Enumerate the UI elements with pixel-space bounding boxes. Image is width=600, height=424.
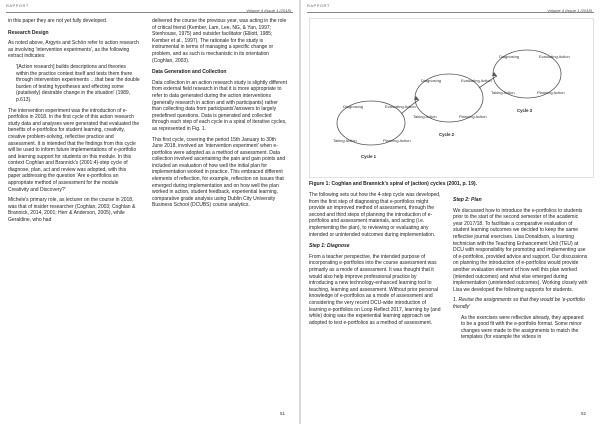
paragraph: As noted above, Argyris and Schön refer to action research as involving 'intervention experiments', as the following extract indicates: [8,40,139,60]
heading-research-design: Research Design [8,29,49,36]
left-column-1 [8,18,140,228]
paragraph: From a teacher perspective, the intended purpose of incorporating e-portfolios into the course assessment was primarily as a mode of assessment. It was thought that it would also help improve professional practice by introducing a new technology-enhanced learning tool to teaching, learning and assessment. Without prior personal knowledge of e-portfolios as a mode of assessment and considering the very recent DCU-wide introduction of learning e-portfolios on Loop Reflect 2017, learning by (and while) doing was the experiential learning approach we adopted to test e-portfolios as a method of assessment. [309,253,441,326]
paragraph: Data collection in an action research study is slightly different from external field research in that it is more appropriate to refer to data generated during the action interventions (generally research in action and with participants) rather than collecting data from participants'/answers to largely predefined questions. Data is generated and collected through each step of each cycle in a spiral of iterative cycles, as represented in Fig. 1. [152,79,287,132]
cycle-1-label: Cycle 1 [361,154,377,159]
paragraph: in this paper they are not yet fully developed. [8,18,108,24]
action-cycle-figure [309,18,594,178]
heading-step-2: Step 2: Plan [453,197,482,203]
evaluating-action-label: Evaluating Action [539,54,570,59]
list-item-title: 1. Revise the assignments so that they would be 'e-portfolio friendly' [453,297,585,310]
running-head: RAPPORT [307,3,330,8]
paragraph: This first cycle, covering the period 15th January to 30th June 2018, involved an 'intervention experiment' when e-portfolios were adopted as a method of assessment. Data collection involved ascertaining the pain and gain points and included an evaluation of how well the initial plan for implementation worked in practice. This embraced different elements of reflection, for example, reflection on issues that emerged during implementation and on how well the plan worked in action, student feedback, experiential learning, comparative grade analysis using Dublin City University Business School (DCUBS) course analytics. [152,136,286,209]
planning-action-label: Planning Action [537,90,565,95]
taking-action-label: Taking Action [491,90,515,95]
planning-action-label: Planning Action [383,138,411,143]
evaluating-action-label: Evaluating Action [461,78,492,83]
paragraph: delivered the course the previous year, was acting in the role of critical friend (Kember, Lam, Lee, NG, & Yan, 1997; Stenhouse, 1975) and outsider facilitator (Elliott, 1985; Kember et al., 1997). The rationale for the study is instrumental in terms of managing a specific change or problem, and as such is mechanistic in its orientation (Coghlan, 2003). [152,18,287,64]
heading-step-1: Step 1: Diagnose [309,243,350,250]
paragraph: The following sets out how the 4-step cycle was developed, from the first step of diagnosing that e-portfolios might provide an improved method of assessment, through the second and third steps of planning the introduction of e-portfolios and assessment materials, and acting (i.e. implementing the plan), to reviewing or evaluating any intended or unintended outcomes during implementation. [309,192,441,238]
paragraph: Michele's primary role, as lecturer on the course in 2018, was that of insider researcher (Coghlan, 2003; Coghlan & Brannick, 2014, 2001; Herr & Anderson, 2005), while Geraldine, who had [8,197,136,224]
volume-issue: Volume 4 (Issue 1 (2018) [547,8,592,13]
left-page [0,0,299,424]
evaluating-action-label: Evaluating Action [385,104,416,109]
block-quote: '[Action research] builds descriptions and theories within the practice context itself and tests them there through intervention experiments …that bear the double burden of testing hypotheses and effecting some (putatively) desirable change in the situation' (1989, p.613). [16,63,140,103]
page-number: 52 [580,411,586,416]
volume-issue: Volume 4 (Issue 1 (2018) [246,8,291,13]
header-rule [307,12,594,13]
right-column-1 [309,192,441,330]
cycle-3-label: Cycle 3 [517,108,533,113]
right-page [301,0,600,424]
cycle-2-label: Cycle 2 [439,132,455,137]
left-column-2 [152,18,288,213]
diagnosing-label: Diagnosing [499,54,520,59]
figure-caption: Figure 1: Coghlan and Brannick's spiral of (action) cycles (2001, p. 19). [309,181,477,187]
diagnosing-label: Diagnosing [421,78,442,83]
spiral-diagram [309,18,594,178]
page-number: 51 [279,411,285,416]
paragraph: The intervention experiment was the introduction of e-portfolios in 2018. In the first cycle of this action research study data and analyses were generated that evaluated the benefits of e-portfolios for student learning, creativity, creative problem-solving, reflective practice and assessment. It is intended that the findings from this cycle will be used to inform future implementations of e-portfolio and learning support for students on this module. In this context Coghlan and Brannick's (2001:4)-step cycle of diagnose, plan, act and review was adopted, with this paper addressing the question 'Are e-portfolios an appropriate method of assessment for the module Creativity and Discovery?' [8,107,140,193]
taking-action-label: Taking Action [333,138,357,143]
right-column-2 [453,192,589,345]
taking-action-label: Taking Action [413,114,437,119]
diagnosing-label: Diagnosing [343,104,364,109]
header-rule [6,12,293,13]
heading-data-generation: Data Generation and Collection [152,69,227,76]
list-item-body: As the exercises were reflective already, they appeared to be a good fit with the e-portfolio format. Some minor changes were made to the assignments to match the templates (for example the videos in [461,314,584,341]
planning-action-label: Planning Action [459,114,487,119]
running-head: RAPPORT [6,3,29,8]
paragraph: We discussed how to introduce the e-portfolios to students prior to the start of the second semester of the academic year 2017/18. To facilitate a comparative evaluation of student learning outcomes we decided to keep the same reflective journal exercises. Lisa Donaldson, a learning technician with the Teaching Enhancement Unit (TEU) at DCU with responsibility for promoting and implementing use of e-portfolios, provided advice and support. Our discussions on planning the introduction of e-portfolios would provide another evaluation element of how well this plan worked (intended outcomes) and what else emerged during implementation (unintended outcomes). Working closely with Lisa we developed the following supports for students. [453,207,588,293]
